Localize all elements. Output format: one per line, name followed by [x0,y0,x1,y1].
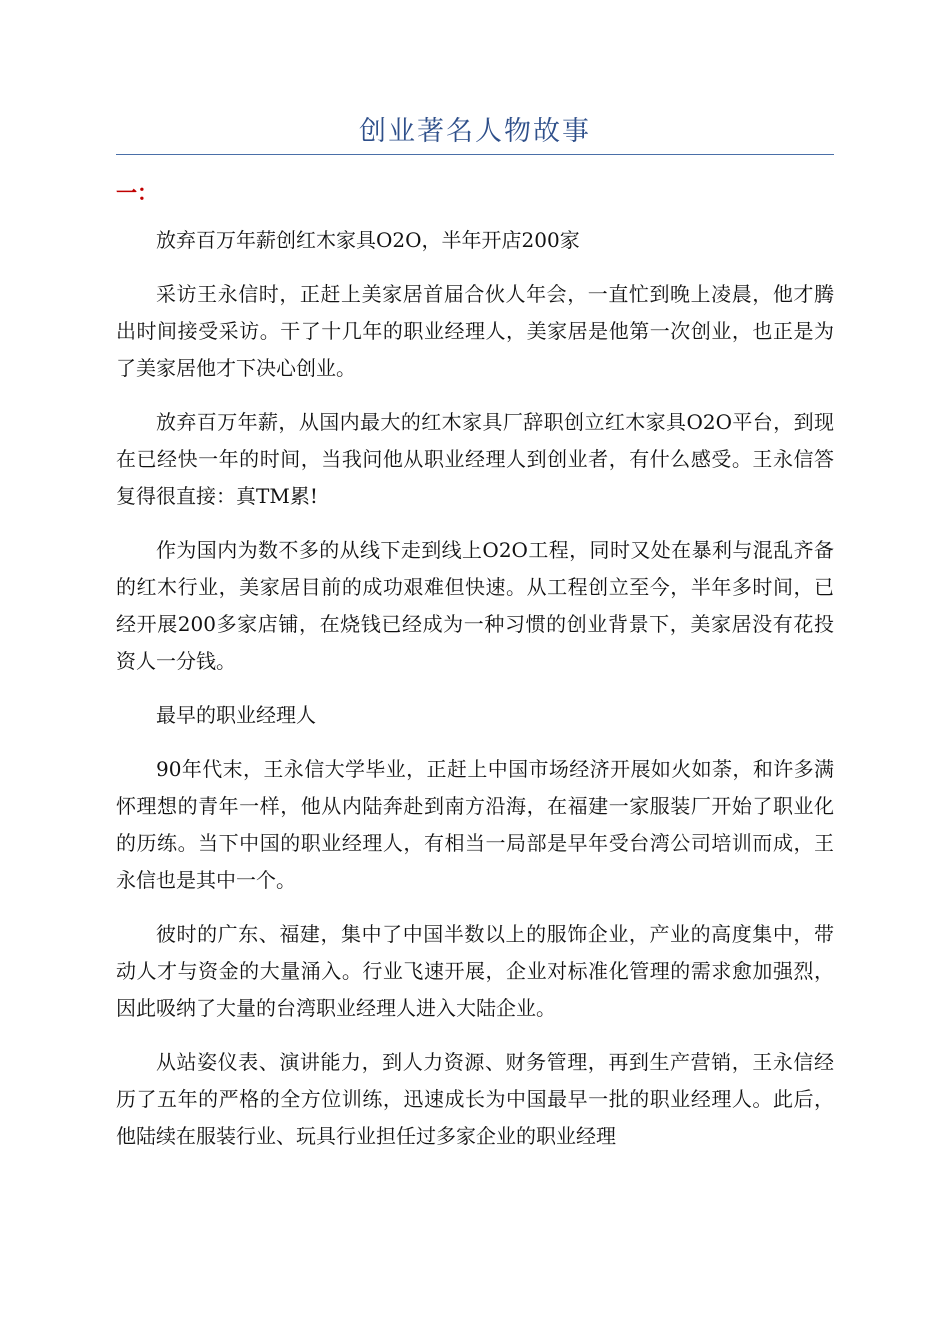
section-heading: 最早的职业经理人 [156,703,316,727]
section-marker: 一： [116,181,158,205]
paragraph: 放弃百万年薪，从国内最大的红木家具厂辞职创立红木家具O2O平台，到现在已经快一年的时间，当我问他从职业经理人到创业者，有什么感受。王永信答复得很直接：真TM累! [116,410,834,508]
paragraph: 采访王永信时，正赶上美家居首届合伙人年会，一直忙到晚上凌晨，他才腾出时间接受采访。干了十几年的职业经理人，美家居是他第一次创业，也正是为了美家居他才下决心创业。 [116,282,834,380]
paragraph: 作为国内为数不多的从线下走到线上O2O工程，同时又处在暴利与混乱齐备的红木行业，美家居目前的成功艰难但快速。从工程创立至今，半年多时间，已经开展200多家店铺，在烧钱已经成为一种习惯的创业背景下，美家居没有花投资人一分钱。 [116,538,834,673]
page-title: 创业著名人物故事 [359,116,591,147]
paragraph: 彼时的广东、福建，集中了中国半数以上的服饰企业，产业的高度集中，带动人才与资金的大量涌入。行业飞速开展，企业对标准化管理的需求愈加强烈，因此吸纳了大量的台湾职业经理人进入大陆企业。 [116,922,834,1020]
article-body [116,222,834,1172]
article-subtitle: 放弃百万年薪创红木家具O2O，半年开店200家 [156,228,580,252]
paragraph: 从站姿仪表、演讲能力，到人力资源、财务管理，再到生产营销，王永信经历了五年的严格的全方位训练，迅速成长为中国最早一批的职业经理人。此后，他陆续在服装行业、玩具行业担任过多家企业的职业经理 [116,1050,834,1148]
title-divider [116,154,834,155]
paragraph: 90年代末，王永信大学毕业，正赶上中国市场经济开展如火如荼，和许多满怀理想的青年一样，他从内陆奔赴到南方沿海，在福建一家服装厂开始了职业化的历练。当下中国的职业经理人，有相当一局部是早年受台湾公司培训而成，王永信也是其中一个。 [116,757,834,892]
